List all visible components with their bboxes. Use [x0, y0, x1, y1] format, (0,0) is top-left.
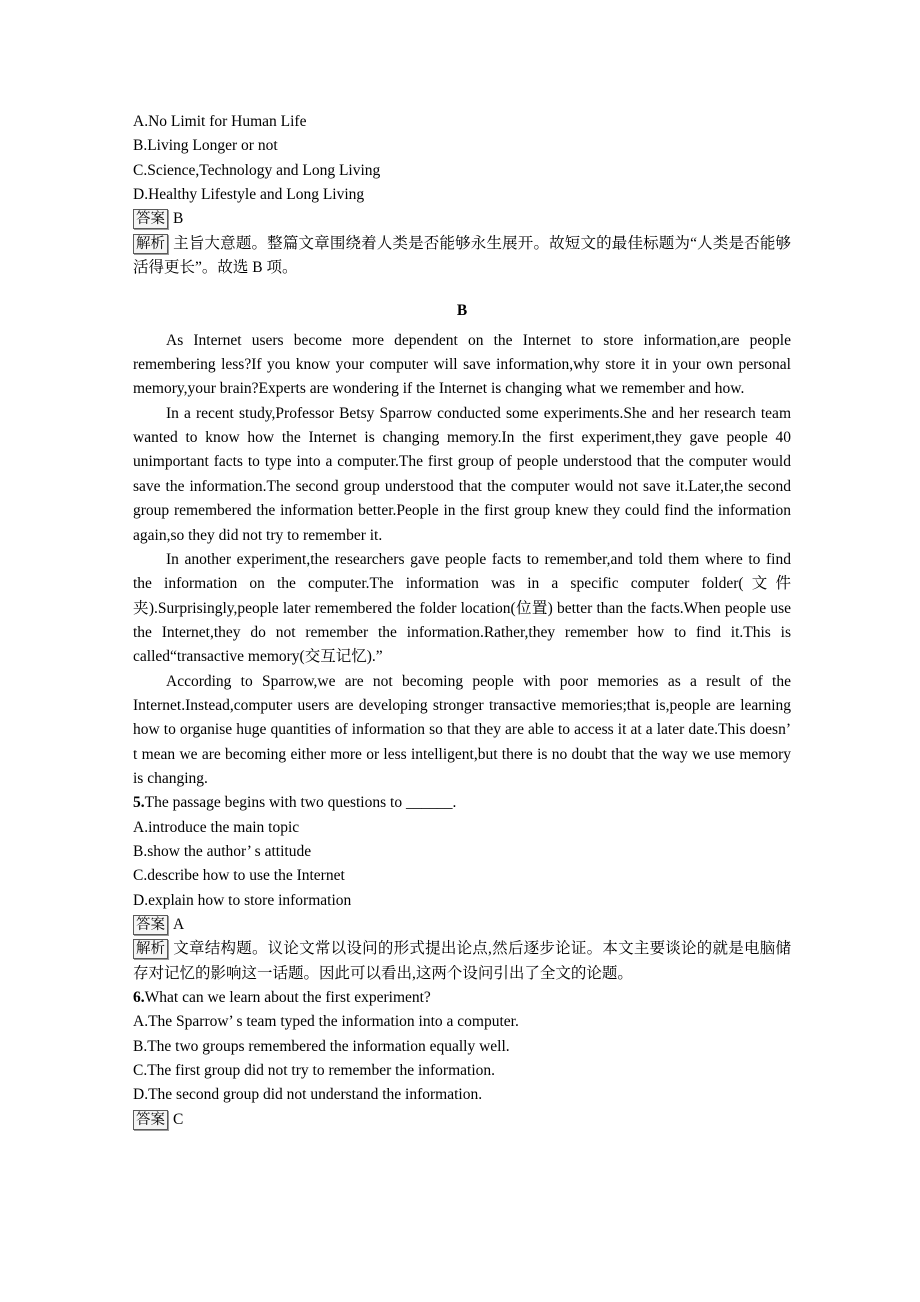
q4-option-c: C.Science,Technology and Long Living — [133, 161, 381, 179]
passage-paragraph-4: According to Sparrow,we are not becoming people with poor memories as a result of the Internet.Instead,computer users are developing stronger transactive memories;that is,people are learning how to organise huge quantities of information so that they are able to access it at a later date.This doesn’ t mean we are becoming either more or less intelligent,but there is no doubt that the way we use memory is changing. — [133, 672, 791, 787]
passage-paragraph-3: In another experiment,the researchers gave people facts to remember,and told them where to find the information on the computer.The information was in a specific computer folder(文件夹).Surprisingly,people later remembered the folder location(位置) better than the facts.When people use the Internet,they do not remember the information.Rather,they remember how to find it.This is called“transactive memory(交互记忆).” — [133, 550, 791, 666]
analysis-label-badge: 解析 — [133, 939, 168, 959]
q5-option-b: B.show the author’ s attitude — [133, 842, 312, 860]
q4-analysis — [133, 232, 791, 281]
q5-analysis-text: 文章结构题。议论文常以设问的形式提出论点,然后逐步论证。本文主要谈论的就是电脑储存对记忆的影响这一话题。因此可以看出,这两个设问引出了全文的论题。 — [133, 940, 791, 982]
q6-option-a: A.The Sparrow’ s team typed the information into a computer. — [133, 1013, 519, 1031]
question-6-number: 6. — [133, 989, 145, 1007]
answer-label-badge: 答案 — [133, 1110, 168, 1130]
passage-section-title: B — [456, 302, 468, 320]
q4-answer-line — [133, 207, 791, 231]
answer-label-badge: 答案 — [133, 915, 168, 935]
q6-option-b: B.The two groups remembered the information equally well. — [133, 1037, 510, 1055]
question-5-number: 5. — [133, 794, 145, 812]
q6-option-d: D.The second group did not understand the information. — [133, 1086, 483, 1104]
q4-analysis-text: 主旨大意题。整篇文章围绕着人类是否能够永生展开。故短文的最佳标题为“人类是否能够活得更长”。故选 B 项。 — [133, 234, 791, 277]
q4-answer-value: B — [173, 210, 184, 228]
q4-option-b: B.Living Longer or not — [133, 137, 278, 155]
analysis-label-badge: 解析 — [133, 234, 168, 254]
q4-option-d: D.Healthy Lifestyle and Long Living — [133, 186, 365, 204]
q5-option-c: C.describe how to use the Internet — [133, 867, 345, 885]
q5-analysis — [133, 937, 791, 986]
q5-option-a: A.introduce the main topic — [133, 818, 300, 836]
q4-option-a: A.No Limit for Human Life — [133, 113, 307, 130]
q6-answer-line — [133, 1108, 791, 1132]
question-5-text: The passage begins with two questions to ______. — [144, 794, 457, 812]
answer-label-badge: 答案 — [133, 209, 168, 229]
question-5-stem — [133, 791, 791, 815]
passage-paragraph-2: In a recent study,Professor Betsy Sparrow conducted some experiments.She and her research team wanted to know how the Internet is changing memory.In the first experiment,they gave people 40 unimportant facts to type into a computer.The first group of people understood that the computer would save the information.The second group understood that the computer would not save it.Later,the second group remembered the information better.People in the first group knew they could find the information again,so they did not try to remember it. — [133, 404, 791, 544]
question-6-stem — [133, 986, 791, 1010]
document-content — [133, 110, 791, 1132]
q5-answer-line — [133, 913, 791, 937]
q5-answer-value: A — [173, 916, 185, 933]
q6-option-c: C.The first group did not try to remember the information. — [133, 1062, 496, 1080]
passage-paragraph-1: As Internet users become more dependent on the Internet to store information,are people remembering less?If you know your computer will save information,why store it in your own personal memory,your brain?Experts are wondering if the Internet is changing what we remember and how. — [133, 331, 791, 398]
q5-option-d: D.explain how to store information — [133, 891, 352, 909]
q6-answer-value: C — [173, 1110, 184, 1128]
question-6-text: What can we learn about the first experiment? — [144, 989, 431, 1007]
